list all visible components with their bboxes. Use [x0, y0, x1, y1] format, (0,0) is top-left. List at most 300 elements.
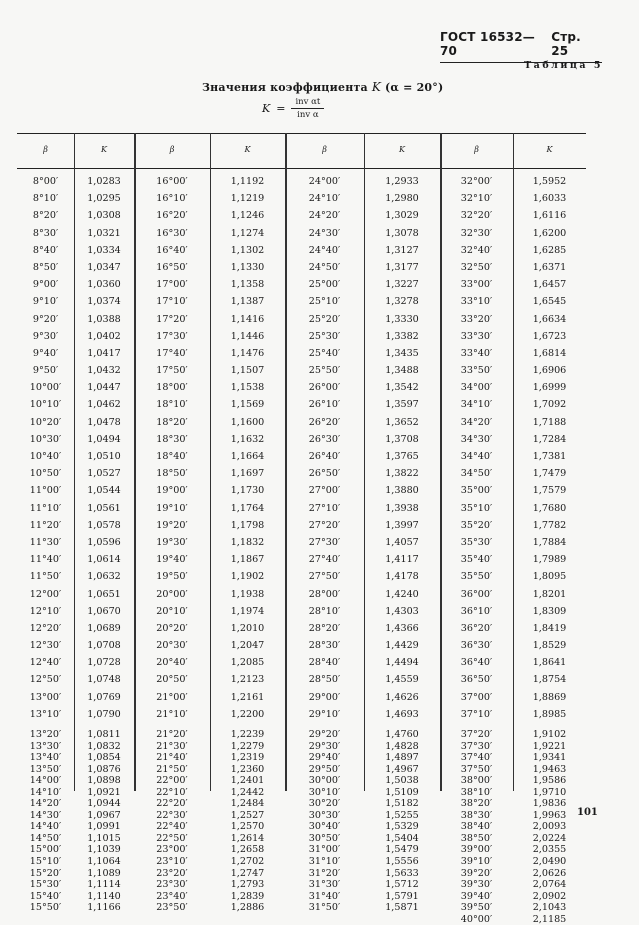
k-cell: 1,4967	[385, 763, 419, 775]
k-cell: 1,0991	[87, 821, 121, 833]
k-cell: 1,7092	[532, 399, 567, 411]
beta-cell: 39°50′	[460, 902, 493, 914]
beta-cell: 32°00′	[460, 176, 493, 187]
k-cell: 1,7782	[532, 519, 567, 531]
k-cell: 1,8641	[532, 657, 567, 669]
k-cell: 1,3078	[385, 227, 419, 239]
k-cell: 1,6033	[532, 193, 567, 205]
beta-cell: 38°40′	[460, 821, 493, 833]
k-cell: 1,2442	[230, 786, 265, 798]
k-cell: 1,1114	[87, 879, 121, 891]
beta-cell: 14°50′	[29, 832, 62, 844]
k-cell: 1,5329	[385, 821, 419, 833]
beta-cell: 29°50′	[308, 763, 341, 775]
beta-cell: 20°40′	[156, 657, 188, 669]
k-cell: 1,9963	[532, 809, 567, 821]
beta-cell: 35°40′	[460, 554, 493, 566]
beta-cell: 14°10′	[29, 786, 62, 798]
k-column	[74, 173, 134, 914]
k-cell: 1,2047	[230, 640, 265, 652]
beta-cell: 37°30′	[460, 740, 493, 752]
k-cell: 1,2747	[230, 867, 265, 879]
beta-cell: 8°10′	[32, 193, 59, 205]
beta-cell: 34°10′	[460, 399, 493, 411]
k-cell: 1,3488	[385, 365, 419, 377]
beta-cell: 39°10′	[460, 856, 493, 868]
k-cell: 1,4366	[385, 622, 419, 634]
header-k: K	[101, 145, 107, 154]
k-cell: 1,1446	[230, 330, 265, 342]
k-cell: 1,1664	[230, 451, 265, 462]
beta-cell: 9°50′	[32, 365, 59, 377]
k-cell: 2,0902	[532, 890, 567, 902]
beta-cell: 9°20′	[32, 313, 59, 325]
k-cell: 1,4897	[385, 752, 419, 764]
beta-cell: 8°40′	[32, 244, 59, 256]
beta-cell: 28°50′	[308, 674, 341, 686]
beta-cell: 24°10′	[308, 193, 341, 205]
beta-cell: 10°50′	[29, 468, 62, 480]
beta-cell: 39°20′	[460, 867, 493, 879]
beta-cell: 14°20′	[29, 798, 62, 810]
beta-cell: 26°40′	[308, 451, 341, 462]
k-cell: 1,1569	[230, 399, 265, 411]
beta-cell: 27°20′	[308, 519, 341, 531]
beta-cell: 20°10′	[156, 605, 188, 617]
k-cell: 1,9221	[532, 740, 567, 752]
beta-cell: 37°10′	[460, 708, 493, 720]
header-beta: β	[169, 145, 175, 154]
beta-cell: 32°40′	[460, 244, 493, 256]
header-beta: β	[322, 145, 327, 154]
formula	[262, 97, 324, 120]
k-cell: 1,9586	[532, 775, 567, 787]
k-cell: 1,0374	[87, 296, 121, 308]
k-cell: 1,6285	[532, 244, 567, 256]
k-cell: 1,8201	[532, 588, 567, 600]
k-cell: 1,8529	[532, 640, 567, 652]
beta-cell: 36°30′	[460, 640, 493, 652]
k-cell: 1,0790	[87, 708, 121, 720]
k-cell: 1,1832	[230, 536, 265, 548]
k-cell: 1,4693	[385, 708, 419, 720]
k-cell: 2,0355	[532, 844, 567, 856]
beta-cell: 17°10′	[156, 296, 188, 308]
beta-cell: 36°10′	[460, 605, 493, 617]
beta-cell: 15°20′	[29, 867, 62, 879]
beta-cell: 27°40′	[308, 554, 341, 566]
beta-cell: 30°50′	[308, 832, 341, 844]
k-cell: 1,0402	[87, 330, 121, 342]
k-cell: 1,3652	[385, 416, 419, 428]
k-cell: 1,1798	[230, 519, 265, 531]
k-cell: 1,1476	[230, 347, 265, 359]
k-cell: 1,6200	[532, 227, 567, 239]
beta-cell: 27°30′	[308, 536, 341, 548]
beta-column	[134, 173, 210, 914]
k-cell: 2,0764	[532, 879, 567, 891]
beta-cell: 21°10′	[156, 708, 188, 720]
k-cell: 1,3029	[385, 210, 419, 222]
k-cell: 1,1538	[230, 382, 265, 394]
k-cell: 1,0769	[87, 691, 121, 703]
k-cell: 1,5791	[385, 890, 419, 902]
formula-lhs: K	[262, 102, 271, 115]
k-cell: 1,5633	[385, 867, 419, 879]
k-cell: 1,3765	[385, 451, 419, 462]
k-cell: 1,0921	[87, 786, 121, 798]
k-cell: 1,6814	[532, 347, 567, 359]
k-column	[513, 173, 586, 925]
beta-cell: 12°20′	[29, 622, 62, 634]
k-cell: 1,1166	[87, 902, 121, 914]
beta-cell: 34°00′	[460, 382, 493, 394]
beta-cell: 29°40′	[308, 752, 341, 764]
beta-cell: 30°10′	[308, 786, 341, 798]
k-cell: 1,0614	[87, 554, 121, 566]
k-cell: 1,1416	[230, 313, 265, 325]
k-cell: 1,8309	[532, 605, 567, 617]
beta-cell: 19°40′	[156, 554, 188, 566]
k-cell: 1,0360	[87, 279, 121, 291]
beta-cell: 21°30′	[156, 740, 188, 752]
k-cell: 1,3708	[385, 433, 419, 445]
beta-cell: 31°30′	[308, 879, 341, 891]
k-cell: 1,2010	[230, 622, 265, 634]
k-cell: 1,7479	[532, 468, 567, 480]
k-cell: 1,5871	[385, 902, 419, 914]
beta-cell: 11°00′	[29, 485, 62, 497]
k-cell: 1,0544	[87, 485, 121, 497]
beta-cell: 15°00′	[29, 844, 62, 856]
coefficient-table	[17, 133, 586, 925]
k-cell: 1,3597	[385, 399, 419, 411]
k-cell: 1,8985	[532, 708, 567, 720]
k-cell: 1,2886	[230, 902, 265, 914]
beta-cell: 26°10′	[308, 399, 341, 411]
k-cell: 1,7381	[532, 451, 567, 462]
beta-cell: 28°00′	[308, 588, 341, 600]
beta-cell: 21°40′	[156, 752, 188, 764]
beta-cell: 15°30′	[29, 879, 62, 891]
beta-cell: 27°50′	[308, 571, 341, 583]
beta-cell: 29°10′	[308, 708, 341, 720]
beta-cell: 9°10′	[32, 296, 59, 308]
beta-cell: 20°50′	[156, 674, 188, 686]
beta-cell: 38°00′	[460, 775, 493, 787]
k-cell: 1,0898	[87, 775, 121, 787]
beta-cell: 22°40′	[156, 821, 188, 833]
beta-cell: 19°00′	[156, 485, 188, 497]
k-cell: 1,5404	[385, 832, 419, 844]
k-cell: 2,0626	[532, 867, 567, 879]
beta-cell: 28°30′	[308, 640, 341, 652]
beta-cell: 12°40′	[29, 657, 62, 669]
title-condition: (α = 20°)	[385, 81, 444, 94]
k-cell: 1,0478	[87, 416, 121, 428]
k-cell: 1,3542	[385, 382, 419, 394]
k-cell: 1,2702	[230, 856, 265, 868]
beta-cell: 22°20′	[156, 798, 188, 810]
k-cell: 1,1302	[230, 244, 265, 256]
beta-cell: 29°00′	[308, 691, 341, 703]
k-cell: 1,0708	[87, 640, 121, 652]
k-cell: 1,3278	[385, 296, 419, 308]
beta-cell: 32°10′	[460, 193, 493, 205]
beta-cell: 29°20′	[308, 729, 341, 740]
k-cell: 1,2793	[230, 879, 265, 891]
k-cell: 1,1358	[230, 279, 265, 291]
k-cell: 2,0224	[532, 832, 567, 844]
k-cell: 1,0308	[87, 210, 121, 222]
beta-cell: 37°50′	[460, 763, 493, 775]
k-cell: 1,6999	[532, 382, 567, 394]
beta-cell: 15°10′	[29, 856, 62, 868]
k-cell: 1,9341	[532, 752, 567, 764]
k-cell: 1,4494	[385, 657, 419, 669]
k-cell: 1,1867	[230, 554, 265, 566]
beta-cell: 8°00′	[32, 176, 59, 187]
k-cell: 1,0632	[87, 571, 121, 583]
table-title	[202, 80, 443, 94]
k-cell: 1,9463	[532, 763, 567, 775]
beta-column	[440, 173, 513, 925]
beta-cell: 14°30′	[29, 809, 62, 821]
k-cell: 1,0748	[87, 674, 121, 686]
beta-cell: 21°50′	[156, 763, 188, 775]
beta-cell: 34°30′	[460, 433, 493, 445]
k-cell: 1,3880	[385, 485, 419, 497]
beta-cell: 17°50′	[156, 365, 188, 377]
k-cell: 1,0321	[87, 227, 121, 239]
beta-cell: 31°00′	[308, 844, 341, 856]
beta-cell: 9°40′	[32, 347, 59, 359]
k-cell: 1,0944	[87, 798, 121, 810]
k-cell: 1,2933	[385, 176, 419, 187]
formula-equals: =	[276, 102, 286, 115]
beta-cell: 25°10′	[308, 296, 341, 308]
beta-cell: 16°10′	[156, 193, 188, 205]
k-cell: 1,1632	[230, 433, 265, 445]
title-symbol: K	[371, 80, 381, 94]
k-cell: 1,0295	[87, 193, 121, 205]
k-cell: 1,1015	[87, 832, 121, 844]
beta-cell: 9°30′	[32, 330, 59, 342]
k-cell: 1,0561	[87, 502, 121, 514]
k-cell: 1,8869	[532, 691, 567, 703]
k-cell: 1,2484	[230, 798, 265, 810]
beta-cell: 16°00′	[156, 176, 188, 187]
k-cell: 1,0596	[87, 536, 121, 548]
k-cell: 2,0490	[532, 856, 567, 868]
beta-cell: 23°10′	[156, 856, 188, 868]
beta-cell: 33°40′	[460, 347, 493, 359]
k-cell: 1,1600	[230, 416, 265, 428]
beta-cell: 32°20′	[460, 210, 493, 222]
beta-cell: 32°50′	[460, 261, 493, 273]
k-cell: 1,4429	[385, 640, 419, 652]
beta-cell: 18°20′	[156, 416, 188, 428]
table-label: Таблица 5	[524, 60, 603, 71]
k-cell: 1,0578	[87, 519, 121, 531]
k-cell: 1,1387	[230, 296, 265, 308]
beta-cell: 36°50′	[460, 674, 493, 686]
beta-cell: 11°10′	[29, 502, 62, 514]
beta-cell: 15°40′	[29, 890, 62, 902]
k-cell: 1,1274	[230, 227, 265, 239]
beta-cell: 38°20′	[460, 798, 493, 810]
beta-cell: 24°30′	[308, 227, 341, 239]
k-cell: 1,1089	[87, 867, 121, 879]
beta-cell: 22°30′	[156, 809, 188, 821]
beta-cell: 30°00′	[308, 775, 341, 787]
beta-cell: 16°20′	[156, 210, 188, 222]
beta-cell: 24°20′	[308, 210, 341, 222]
beta-cell: 23°30′	[156, 879, 188, 891]
beta-cell: 18°50′	[156, 468, 188, 480]
k-cell: 1,2200	[230, 708, 265, 720]
k-cell: 1,7680	[532, 502, 567, 514]
beta-cell: 22°50′	[156, 832, 188, 844]
beta-cell: 19°10′	[156, 502, 188, 514]
k-cell: 1,0728	[87, 657, 121, 669]
beta-cell: 15°50′	[29, 902, 62, 914]
k-cell: 1,2527	[230, 809, 265, 821]
k-cell: 1,0462	[87, 399, 121, 411]
beta-cell: 11°50′	[29, 571, 62, 583]
k-cell: 1,5952	[532, 176, 567, 187]
k-cell: 1,4828	[385, 740, 419, 752]
beta-cell: 33°20′	[460, 313, 493, 325]
k-cell: 1,6457	[532, 279, 567, 291]
beta-cell: 25°20′	[308, 313, 341, 325]
beta-cell: 25°40′	[308, 347, 341, 359]
k-cell: 1,6723	[532, 330, 567, 342]
beta-cell: 14°40′	[29, 821, 62, 833]
beta-cell: 30°30′	[308, 809, 341, 821]
k-cell: 1,4057	[385, 536, 419, 548]
k-cell: 1,1330	[230, 261, 265, 273]
k-cell: 1,2239	[230, 729, 265, 740]
k-cell: 1,2085	[230, 657, 265, 669]
k-cell: 1,2319	[230, 752, 265, 764]
beta-cell: 27°10′	[308, 502, 341, 514]
beta-cell: 17°30′	[156, 330, 188, 342]
beta-cell: 26°30′	[308, 433, 341, 445]
beta-cell: 10°40′	[29, 451, 62, 462]
header-separator	[17, 168, 586, 169]
k-cell: 1,1938	[230, 588, 265, 600]
beta-cell: 8°50′	[32, 261, 59, 273]
beta-cell: 17°20′	[156, 313, 188, 325]
k-cell: 1,4559	[385, 674, 419, 686]
beta-cell: 35°00′	[460, 485, 493, 497]
beta-cell: 13°40′	[29, 752, 62, 764]
beta-cell: 23°50′	[156, 902, 188, 914]
beta-cell: 33°00′	[460, 279, 493, 291]
header-k: K	[546, 145, 553, 154]
beta-cell: 39°00′	[460, 844, 493, 856]
k-cell: 1,2123	[230, 674, 265, 686]
beta-cell: 29°30′	[308, 740, 341, 752]
beta-cell: 26°50′	[308, 468, 341, 480]
k-cell: 1,7188	[532, 416, 567, 428]
k-cell: 1,2614	[230, 832, 265, 844]
k-cell: 1,6906	[532, 365, 567, 377]
formula-numerator: inv αt	[291, 97, 324, 109]
beta-cell: 28°20′	[308, 622, 341, 634]
k-cell: 1,0510	[87, 451, 121, 462]
k-cell: 1,9710	[532, 786, 567, 798]
k-cell: 1,1140	[87, 890, 121, 902]
standard-code: ГОСТ 16532—70	[440, 30, 535, 58]
k-cell: 1,0854	[87, 752, 121, 764]
k-cell: 1,5712	[385, 879, 419, 891]
k-cell: 1,1902	[230, 571, 265, 583]
beta-cell: 23°40′	[156, 890, 188, 902]
beta-cell: 12°30′	[29, 640, 62, 652]
title-text: Значения коэффициента	[202, 81, 368, 94]
beta-cell: 10°10′	[29, 399, 62, 411]
k-cell: 1,1697	[230, 468, 265, 480]
beta-cell: 25°00′	[308, 279, 341, 291]
k-cell: 1,8095	[532, 571, 567, 583]
k-cell: 1,2839	[230, 890, 265, 902]
k-cell: 1,5479	[385, 844, 419, 856]
beta-cell: 10°30′	[29, 433, 62, 445]
beta-cell: 18°30′	[156, 433, 188, 445]
k-cell: 1,1246	[230, 210, 265, 222]
beta-cell: 26°20′	[308, 416, 341, 428]
k-cell: 1,5038	[385, 775, 419, 787]
k-cell: 1,1764	[230, 502, 265, 514]
page-number: 101	[577, 807, 598, 818]
k-cell: 1,1974	[230, 605, 265, 617]
k-cell: 1,2658	[230, 844, 265, 856]
beta-cell: 20°30′	[156, 640, 188, 652]
beta-cell: 21°00′	[156, 691, 188, 703]
k-cell: 1,1192	[230, 176, 265, 187]
k-cell: 1,5109	[385, 786, 419, 798]
k-cell: 1,0417	[87, 347, 121, 359]
k-cell: 1,6371	[532, 261, 567, 273]
k-cell: 1,0388	[87, 313, 121, 325]
k-cell: 1,5556	[385, 856, 419, 868]
beta-cell: 11°20′	[29, 519, 62, 531]
k-cell: 1,2161	[230, 691, 265, 703]
beta-cell: 16°50′	[156, 261, 188, 273]
k-cell: 1,2279	[230, 740, 265, 752]
beta-cell: 19°30′	[156, 536, 188, 548]
k-cell: 1,1064	[87, 856, 121, 868]
beta-cell: 28°10′	[308, 605, 341, 617]
beta-cell: 31°50′	[308, 902, 341, 914]
k-cell: 1,7989	[532, 554, 567, 566]
beta-cell: 25°50′	[308, 365, 341, 377]
k-cell: 1,8419	[532, 622, 567, 634]
beta-cell: 19°50′	[156, 571, 188, 583]
k-cell: 1,1730	[230, 485, 265, 497]
beta-cell: 13°00′	[29, 691, 62, 703]
beta-cell: 23°20′	[156, 867, 188, 879]
k-cell: 2,1043	[532, 902, 567, 914]
beta-cell: 38°50′	[460, 832, 493, 844]
beta-cell: 33°50′	[460, 365, 493, 377]
k-cell: 1,4626	[385, 691, 419, 703]
beta-cell: 12°10′	[29, 605, 62, 617]
beta-cell: 10°00′	[29, 382, 62, 394]
beta-cell: 35°50′	[460, 571, 493, 583]
